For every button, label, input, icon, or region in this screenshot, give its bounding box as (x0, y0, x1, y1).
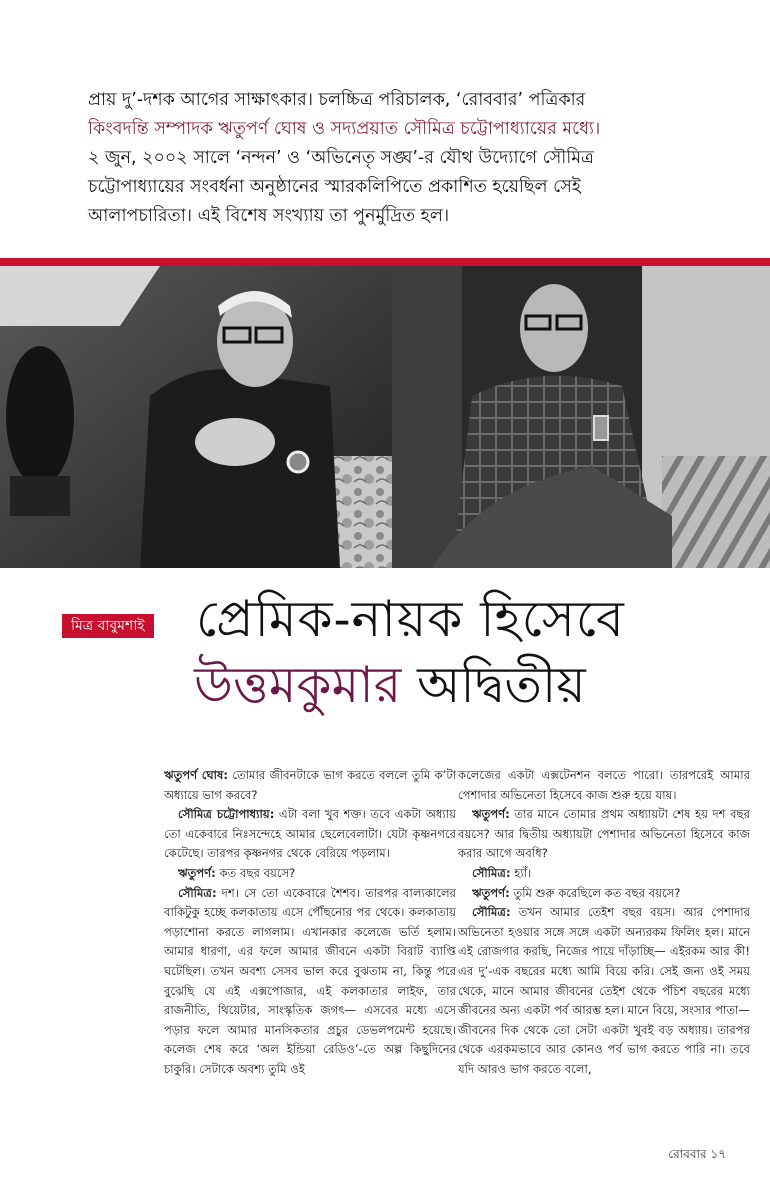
speaker-label: সৌমিত্র চট্টোপাধ্যায়: (178, 807, 275, 822)
paragraph (164, 884, 456, 1080)
body-column-left (164, 766, 456, 1080)
paragraph (458, 766, 750, 805)
paragraph-text: তখন আমার তেইশ বছর বয়স। আর পেশাদার অভিনেতা হওয়ার সঙ্গে সঙ্গে একটা অন্যরকম ফিলিং হল। মানে এই রোজগার করছি, নিজের পায়ে দাঁড়াচ্ছি— এইরকম আর কী! এর দু’-এক বছরের মধ্যে আমি বিয়ে করি। সেই জন্য ওই সময় থেকে, মানে আমার জীবনের তেইশ থেকে পঁচিশ বছরের মধ্যে জীবনের অন্য একটা পর্ব আরম্ভ হল। মানে বিয়ে, সংসার পাতা— জীবনের দিক থেকে তো সেটা একটা খুবই বড় অধ্যায়। তারপর থেকে এরকমভাবে আর কোনও পর্ব ভাগ করতে পারি না। তবে যদি আরও ভাগ করতে বলো, (458, 905, 750, 1076)
headline-rest: অদ্বিতীয় (401, 656, 586, 714)
headline-highlight: উত্তমকুমার (194, 656, 402, 714)
paragraph-text: কলেজের একটা এক্সটেনশন বলতে পারো। তারপরেই আমার পেশাদার অভিনেতা হিসেবে কাজ শুরু হয়ে যায়। (458, 768, 750, 802)
headline-line-1: প্রেমিক-নায়ক হিসেবে (196, 590, 625, 648)
paragraph (164, 864, 456, 884)
photo-rituparno (392, 266, 770, 568)
headline (196, 586, 756, 718)
intro-line-2: কিংবদন্তি সম্পাদক ঋতুপর্ণ ঘোষ ও সদ্যপ্রয়াত সৌমিত্র চট্টোপাধ্যায়ের মধ্যে। (88, 119, 601, 139)
speaker-label: ঋতুপর্ণ: (472, 885, 510, 900)
paragraph-text: তুমি শুরু করেছিলে কত বছর বয়সে? (509, 885, 681, 900)
paragraph-text: দশ। সে তো একেবারে শৈশব। তারপর বাল্যকালের বাকিটুকু হচ্ছে কলকাতায় এসে পৌঁছনোর পর থেকে। কলকাতায় পড়াশোনা করতে লাগলাম। এখানকার কলেজে ভর্তি হলাম। আমার ধারণা, এর ফলে আমার জীবনে একটা বিরাট ব্যাপ্তি ঘটেছিল। তখন অবশ্য সেসব ভাল করে বুঝতাম না, কিন্তু পরে বুঝেছি যে এই এক্সপোজার, এই কলকাতার লাইফ, তার রাজনীতি, থিয়েটার, সাংস্কৃতিক জগৎ— এসবের মধ্যে এসে পড়ার ফলে আমার মানসিকতার প্রচুর ডেভলপমেন্ট হয়েছে। কলেজ শেষ করে ‘অল ইন্ডিয়া রেডিও’-তে অল্প কিছুদিনের চাকুরি। সেটাকে অবশ্য তুমি ওই (164, 885, 456, 1076)
page-folio: রোববার ১৭ (668, 1147, 726, 1161)
speaker-label: ঋতুপর্ণ ঘোষ: (164, 768, 229, 782)
intro-line-4: চট্টোপাধ্যায়ের সংবর্ধনা অনুষ্ঠানের স্মারকলিপিতে প্রকাশিত হয়েছিল সেই (88, 177, 581, 197)
speaker-label: সৌমিত্র: (472, 905, 511, 920)
paragraph (458, 805, 750, 864)
paragraph-text: কত বছর বয়সে? (215, 865, 296, 880)
paragraph (458, 903, 750, 1079)
paragraph-text: তার মানে তোমার প্রথম অধ্যায়টা শেষ হয় দশ বছর বয়সে? আর দ্বিতীয় অধ্যায়টা পেশাদার অভিনেতা হিসেবে কাজ করার আগে অবধি? (458, 807, 750, 861)
speaker-label: ঋতুপর্ণ: (178, 865, 216, 880)
paragraph (164, 766, 456, 805)
speaker-label: ঋতুপর্ণ: (472, 807, 510, 822)
intro-line-5: আলাপচারিতা। এই বিশেষ সংখ্যায় তা পুনর্মুদ্রিত হল। (88, 206, 450, 226)
body-column-right (458, 766, 750, 1080)
photo-soumitra (0, 266, 392, 568)
paragraph (458, 884, 750, 904)
paragraph (458, 864, 750, 884)
speaker-label: সৌমিত্র: (178, 885, 217, 900)
speaker-label: সৌমিত্র: (472, 865, 511, 880)
paragraph-text: হ্যাঁ। (510, 865, 532, 880)
paragraph (164, 805, 456, 864)
accent-bar (0, 258, 770, 266)
intro-paragraph (88, 86, 728, 231)
headline-line-2 (194, 652, 756, 718)
section-tag: মিত্র বাবুমশাই (62, 614, 154, 638)
intro-line-3: ২ জুন, ২০০২ সালে ‘নন্দন’ ও ‘অভিনেতৃ সঙ্ঘ’-র যৌথ উদ্যোগে সৌমিত্র (88, 148, 594, 168)
intro-line-1: প্রায় দু’-দশক আগের সাক্ষাৎকার। চলচ্চিত্র পরিচালক, ‘রোববার’ পত্রিকার (88, 90, 586, 110)
paragraph-text: এটা বলা খুব শক্ত। তবে একটা অধ্যায় তো একেবারে নিঃসন্দেহে আমার ছেলেবেলাটা। যেটা কৃষ্ণনগরে কেটেছে। তারপর কৃষ্ণনগর থেকে বেরিয়ে পড়লাম। (164, 807, 456, 861)
paragraph-text: তোমার জীবনটাকে ভাগ করতে বললে তুমি ক’টা অধ্যায়ে ভাগ করবে? (164, 768, 456, 802)
